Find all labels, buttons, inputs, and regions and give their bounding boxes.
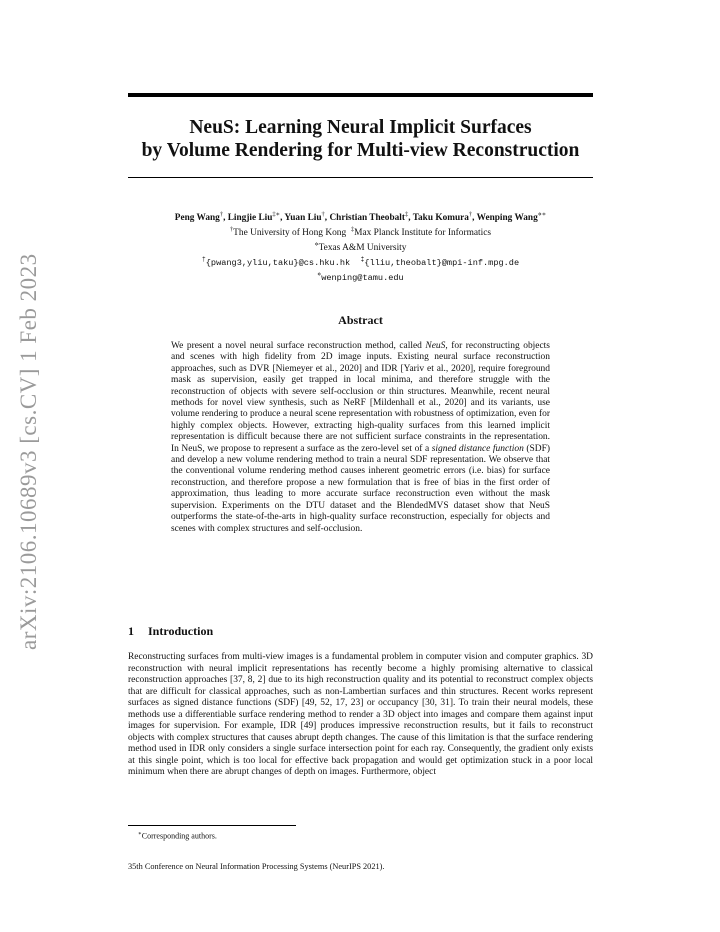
abstract-emphasis: signed distance function [431, 443, 524, 454]
author-mark: ‡∗ [272, 211, 281, 218]
email-mark: ‡ [360, 256, 365, 264]
footnote-mark: ∗ [138, 831, 142, 837]
author-mark: ‡ [404, 211, 409, 218]
email-mark: ⋄ [317, 271, 322, 279]
affiliation-hku: The University of Hong Kong [233, 228, 347, 239]
affiliation-line [128, 224, 593, 239]
author-mark: † [321, 211, 325, 218]
abstract-text [171, 341, 550, 535]
author-mark: ⋄∗ [537, 211, 547, 218]
email-mpi: {lliu,theobalt}@mpi-inf.mpg.de [364, 258, 520, 269]
title-line-1: NeuS: Learning Neural Implicit Surfaces [189, 117, 532, 138]
abstract-heading: Abstract [338, 313, 383, 327]
affiliation-mark: ⋄ [314, 241, 319, 249]
abstract-emphasis: NeuS [425, 341, 446, 351]
author-name: Taku Komura [412, 213, 469, 224]
author-mark: † [468, 211, 473, 218]
affiliation-line [128, 239, 593, 254]
abstract-segment: , for reconstructing objects and scenes with high fidelity from 2D image inputs. Existing neural surface reconstruction approaches, such as DVR [Niemeyer et al., 2020] and IDR [Yariv et al., 2020], require foreground mask as supervision, easily get trapped in local minima, and therefore struggle with the reconstruction of objects with severe self-occlusion or thin structures. Meanwhile, recent neural methods for novel view synthesis, such as NeRF [Mildenhall et al., 2020] and its variants, use volume rendering to produce a neural scene representation with robustness of optimization, even for highly complex objects. However, extracting high-quality surfaces from this learned implicit representation is difficult because there are not sufficient surface constraints in the representation. In NeuS, we propose to represent a surface as the zero-level set of a [171, 341, 550, 454]
affiliation-mark: ‡ [350, 226, 355, 234]
author-mark: † [219, 211, 224, 218]
title-top-rule [128, 93, 593, 97]
author-name: Yuan Liu [284, 213, 322, 224]
footnote-text: Corresponding authors. [141, 831, 217, 841]
author-block [128, 209, 593, 284]
email-line [128, 269, 593, 284]
paper-title [128, 116, 593, 162]
affiliation-tamu: Texas A&M University [318, 243, 407, 254]
author-names: Peng Wang†, Lingjie Liu‡∗, Yuan Liu†, Christian Theobalt‡, Taku Komura†, Wenping Wang⋄∗ [174, 211, 547, 224]
section-title: Introduction [148, 624, 214, 638]
affiliation-mpi: Max Planck Institute for Informatics [354, 228, 492, 239]
footnote [138, 829, 217, 842]
email-hku: {pwang3,yliu,taku}@cs.hku.hk [205, 258, 351, 269]
author-name: Christian Theobalt [329, 213, 405, 224]
author-name: Wenping Wang [476, 213, 538, 224]
title-line-2: by Volume Rendering for Multi-view Reconstruction [141, 140, 580, 161]
author-name: Lingjie Liu [227, 213, 273, 224]
section-heading-introduction [128, 624, 593, 639]
email-tamu: wenping@tamu.edu [321, 273, 404, 284]
arxiv-identifier: arXiv:2106.10689v3 [cs.CV] 1 Feb 2023 [16, 253, 41, 650]
section-number: 1 [128, 624, 134, 638]
introduction-text [128, 652, 593, 779]
abstract-segment: (SDF) and develop a new volume rendering method to train a neural SDF representation. We observe that the conventional volume rendering method causes inherent geometric errors (i.e. bias) for surface reconstruction, and therefore propose a new formulation that is free of bias in the first order of approximation, thus leading to more accurate surface reconstruction even without the mask supervision. Experiments on the DTU dataset and the BlendedMVS dataset show that NeuS outperforms the state-of-the-arts in high-quality surface reconstruction, especially for objects and scenes with complex structures and self-occlusion. [171, 443, 550, 534]
footnote-rule [128, 825, 296, 826]
author-name: Peng Wang [174, 213, 220, 224]
affiliation-mark: † [229, 226, 234, 234]
introduction-paragraph: Reconstructing surfaces from multi-view images is a fundamental problem in computer vision and computer graphics. 3D reconstruction with neural implicit representations has recently become a highly promising alternative to classical reconstruction approaches [37, 8, 2] due to its high reconstruction quality and its potential to reconstruct complex objects that are difficult for classical approaches, such as non-Lambertian surfaces and thin structures. Recent works represent surfaces as signed distance functions (SDF) [49, 52, 17, 23] or occupancy [30, 31]. To train their neural models, these methods use a differentiable surface rendering method to render a 3D object into images and compare them against input images for supervision. For example, IDR [49] produces impressive reconstruction results, but it fails to reconstruct objects with complex structures that causes abrupt depth changes. The cause of this limitation is that the surface rendering method used in IDR only considers a single surface intersection point for each ray. Consequently, the gradient only exists at this single point, which is too local for effective back propagation and would get optimization stuck in a poor local minimum when there are abrupt changes of depth on images. Furthermore, object [128, 652, 593, 777]
conference-note: 35th Conference on Neural Information Processing Systems (NeurIPS 2021). [128, 862, 385, 871]
email-mark: † [201, 256, 206, 264]
email-line [128, 254, 593, 269]
abstract-segment: We present a novel neural surface reconstruction method, called [171, 341, 426, 351]
title-bottom-rule [128, 177, 593, 178]
